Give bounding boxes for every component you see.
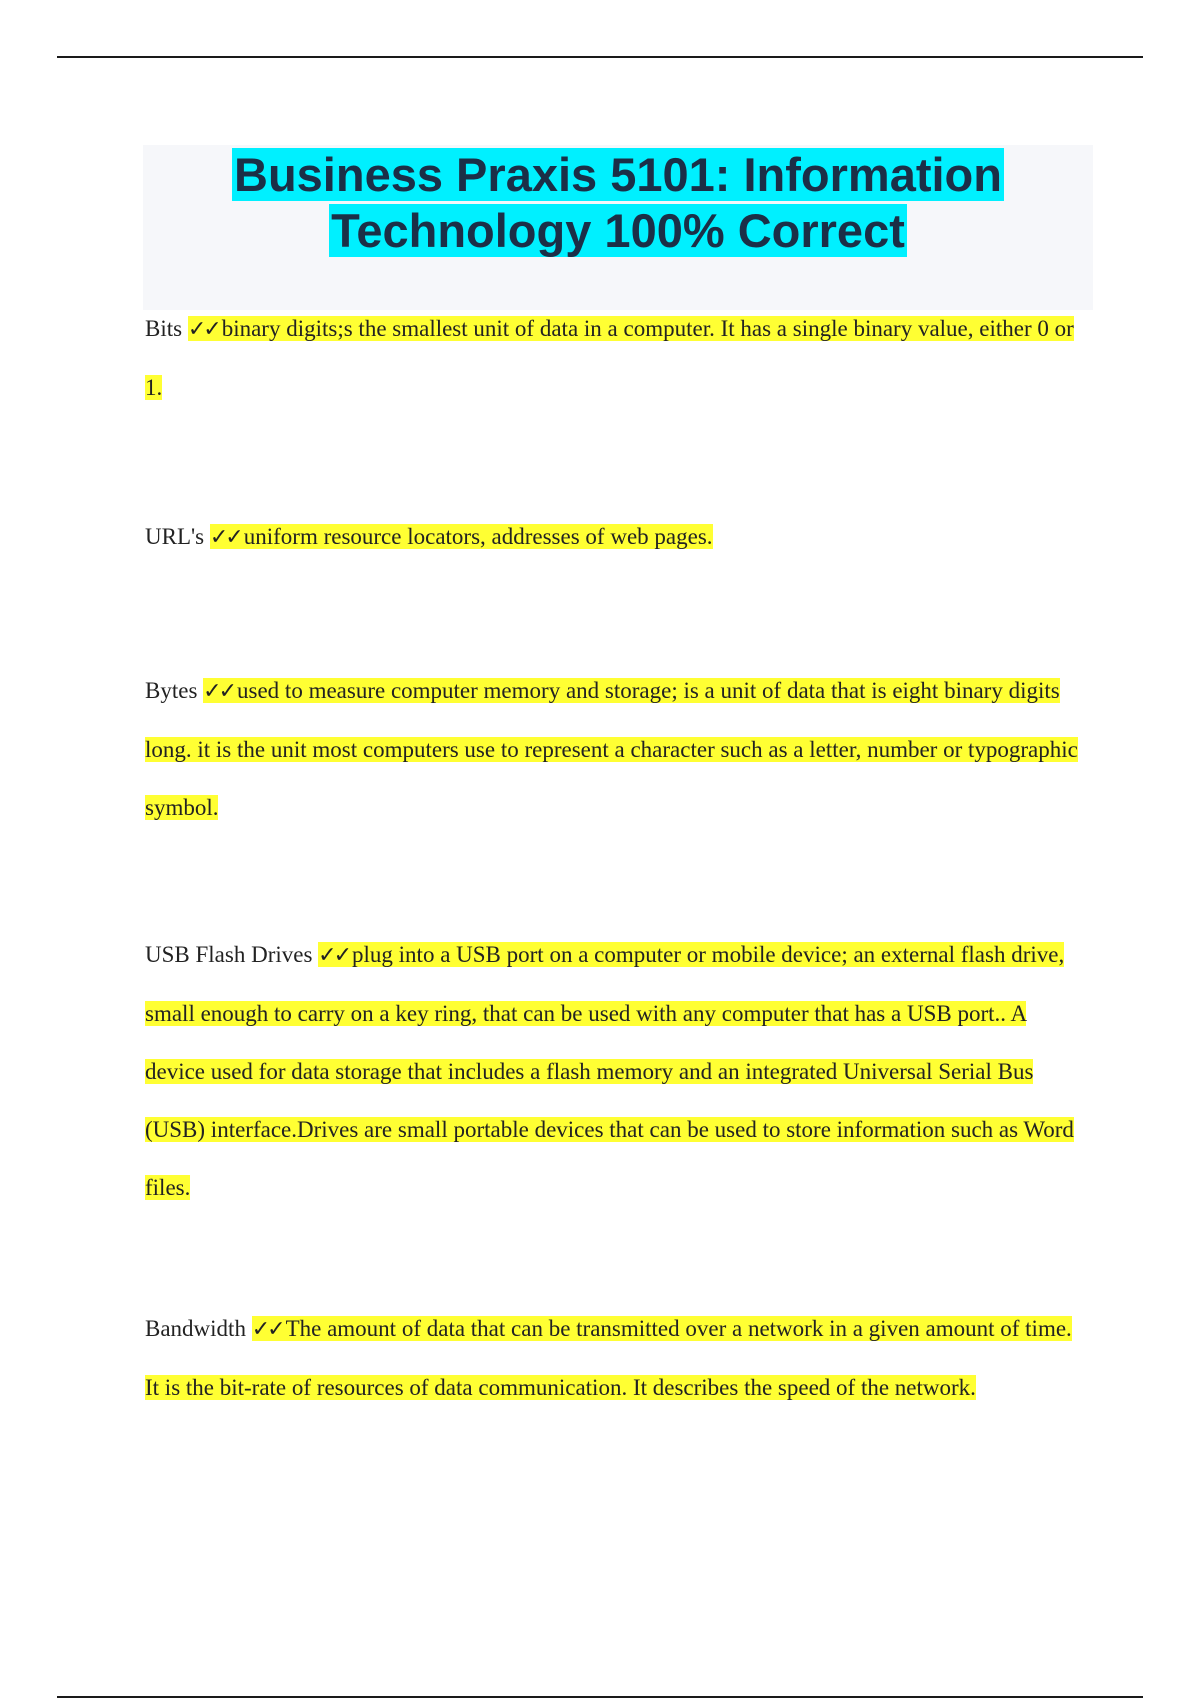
check-mark-icon: ✓✓ <box>318 943 350 968</box>
footer-rule <box>57 1696 1143 1698</box>
entry-term: Bits <box>145 316 183 341</box>
flashcard-entry-bytes <box>145 662 1080 837</box>
entry-term: Bytes <box>145 678 198 703</box>
entry-term: USB Flash Drives <box>145 942 313 967</box>
entry-answer-highlight <box>145 942 1074 1200</box>
header-rule <box>57 56 1143 58</box>
entry-answer-highlight <box>145 316 1074 400</box>
flashcard-entry-bits <box>145 300 1080 417</box>
flashcard-entry-bandwidth <box>145 1300 1080 1417</box>
title-highlight: Business Praxis 5101: Information Technology 100% Correct <box>234 148 1002 257</box>
entry-definition: The amount of data that can be transmitted over a network in a given amount of time. It is the bit-rate of resources of data communication. It describes the speed of the network. <box>145 1316 1072 1400</box>
flashcard-entry-usb-flash-drives <box>145 926 1080 1217</box>
entry-term: URL's <box>145 524 205 549</box>
entry-definition: binary digits;s the smallest unit of data in a computer. It has a single binary value, either 0 or 1. <box>145 316 1074 400</box>
entry-answer-highlight <box>210 524 713 549</box>
check-mark-icon: ✓✓ <box>251 1317 283 1342</box>
flashcard-entry-urls <box>145 508 1080 567</box>
entry-definition: plug into a USB port on a computer or mobile device; an external flash drive, small enough to carry on a key ring, that can be used with any computer that has a USB port.. A device used for data storage that includes a flash memory and an integrated Universal Serial Bus (USB) interface.Drives are small portable devices that can be used to store information such as Word files. <box>145 942 1074 1200</box>
entry-answer-highlight <box>145 1316 1072 1400</box>
entry-term: Bandwidth <box>145 1316 246 1341</box>
check-mark-icon: ✓✓ <box>209 525 241 550</box>
check-mark-icon: ✓✓ <box>187 317 219 342</box>
entry-definition: uniform resource locators, addresses of web pages. <box>243 524 713 549</box>
title-block <box>143 145 1093 310</box>
entry-definition: used to measure computer memory and storage; is a unit of data that is eight binary digits long. it is the unit most computers use to represent a character such as a letter, number or typographic symbol. <box>145 678 1078 820</box>
entry-answer-highlight <box>145 678 1078 820</box>
document-title <box>143 145 1093 259</box>
check-mark-icon: ✓✓ <box>203 679 235 704</box>
